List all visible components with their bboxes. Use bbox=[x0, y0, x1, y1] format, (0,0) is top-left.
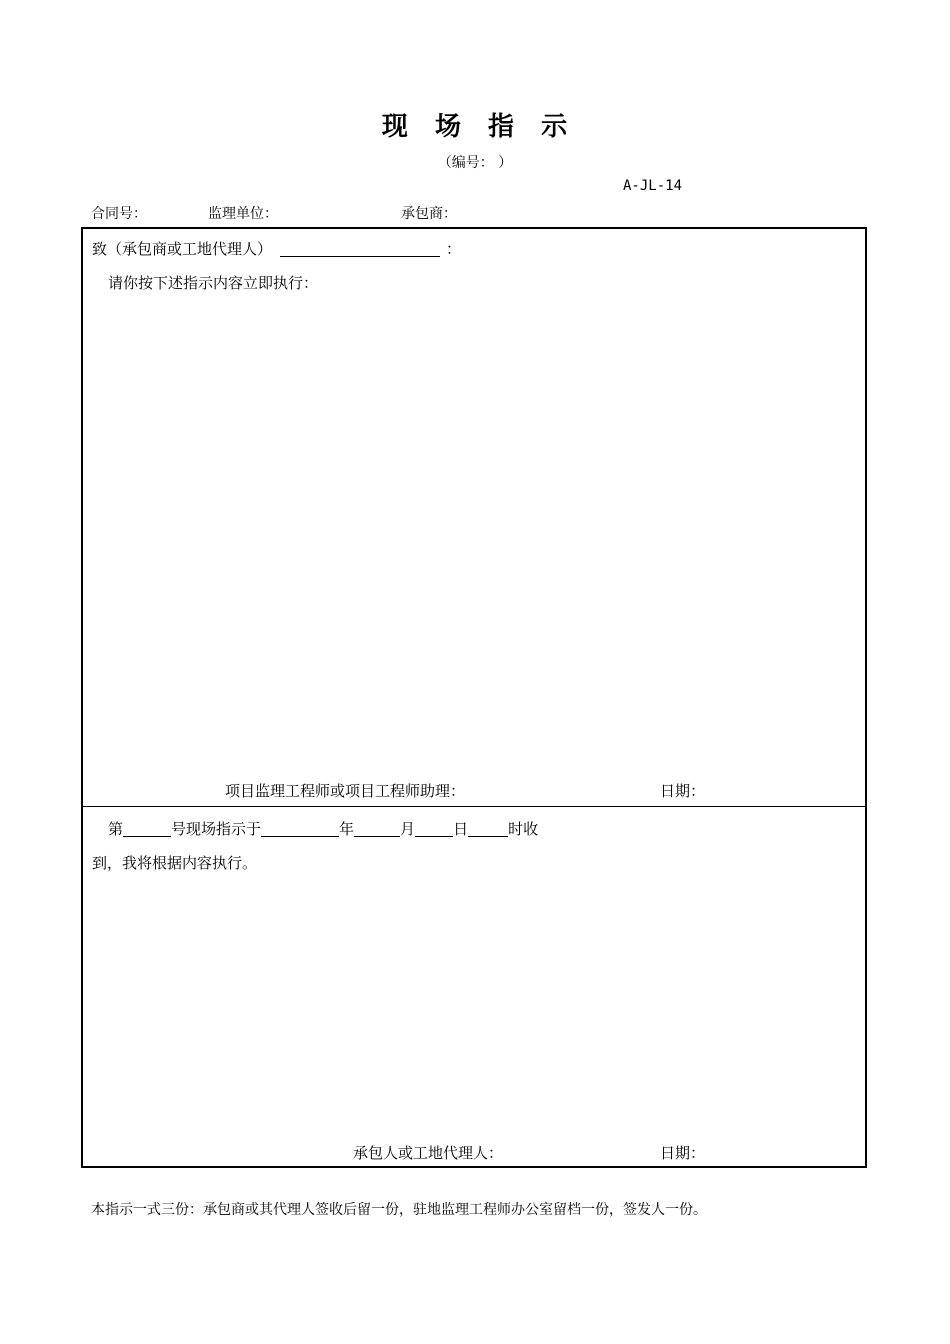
addressee-colon: ： bbox=[446, 240, 462, 258]
year-label: 年 bbox=[339, 820, 355, 838]
title-char-3: 指 bbox=[488, 112, 516, 142]
receipt-line-2: 到，我将根据内容执行。 bbox=[92, 854, 258, 872]
form-box bbox=[81, 227, 867, 1168]
receipt-prefix: 第 bbox=[108, 820, 124, 838]
instruction-number-blank[interactable] bbox=[123, 820, 171, 837]
time-received-label: 时收 bbox=[508, 820, 539, 838]
contractor-signature-label: 承包人或工地代理人： bbox=[353, 1144, 504, 1162]
receipt-number-suffix: 号现场指示于 bbox=[171, 820, 262, 838]
month-blank[interactable] bbox=[354, 820, 400, 837]
hour-blank[interactable] bbox=[468, 820, 508, 837]
addressee-row bbox=[92, 238, 461, 259]
page-title bbox=[0, 106, 950, 143]
serial-number-label: （编号： ） bbox=[437, 155, 513, 171]
supervisor-date-label: 日期： bbox=[660, 782, 706, 800]
supervisor-signature-label: 项目监理工程师或项目工程师助理： bbox=[225, 782, 466, 800]
day-blank[interactable] bbox=[415, 820, 453, 837]
section-divider bbox=[83, 806, 865, 807]
title-char-4: 示 bbox=[541, 112, 569, 142]
instruction-intro: 请你按下述指示内容立即执行： bbox=[108, 274, 319, 292]
supervisor-unit-label: 监理单位： bbox=[208, 206, 278, 222]
year-blank[interactable] bbox=[261, 820, 339, 837]
form-code: A-JL-14 bbox=[623, 178, 683, 194]
addressee-blank[interactable] bbox=[280, 240, 440, 257]
title-char-2: 场 bbox=[434, 112, 462, 142]
contractor-date-label: 日期： bbox=[660, 1144, 706, 1162]
title-char-1: 现 bbox=[381, 112, 409, 142]
contract-number-label: 合同号： bbox=[91, 206, 147, 222]
contractor-label: 承包商： bbox=[401, 206, 457, 222]
day-label: 日 bbox=[453, 820, 469, 838]
addressee-label: 致（承包商或工地代理人） bbox=[92, 240, 273, 258]
month-label: 月 bbox=[400, 820, 416, 838]
footer-note: 本指示一式三份：承包商或其代理人签收后留一份，驻地监理工程师办公室留档一份，签发人一份。 bbox=[91, 1202, 707, 1218]
receipt-row bbox=[108, 818, 538, 839]
